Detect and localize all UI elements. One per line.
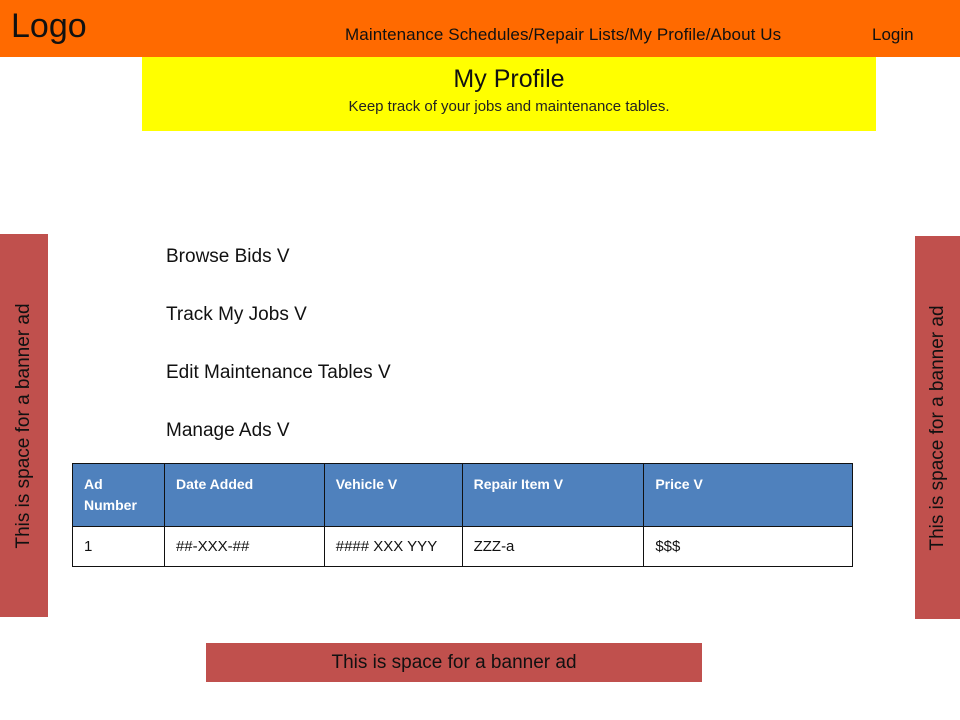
profile-banner bbox=[142, 57, 876, 131]
cell-ad-number: 1 bbox=[73, 527, 165, 567]
login-link[interactable]: Login bbox=[872, 25, 914, 44]
column-header-date-added[interactable]: Date Added bbox=[164, 464, 324, 527]
top-nav-bar bbox=[0, 0, 960, 57]
cell-repair-item: ZZZ-a bbox=[462, 527, 644, 567]
profile-menu bbox=[166, 244, 391, 476]
main-nav-links[interactable]: Maintenance Schedules/Repair Lists/My Profile/About Us bbox=[345, 25, 782, 44]
column-header-repair-item[interactable]: Repair Item V bbox=[462, 464, 644, 527]
menu-item-manage-ads[interactable]: Manage Ads V bbox=[166, 420, 290, 441]
left-banner-ad[interactable] bbox=[0, 234, 48, 617]
ads-table bbox=[72, 463, 853, 567]
menu-item-browse-bids[interactable]: Browse Bids V bbox=[166, 246, 290, 267]
column-header-ad-number: Ad Number bbox=[73, 464, 165, 527]
menu-item-track-my-jobs[interactable]: Track My Jobs V bbox=[166, 304, 307, 325]
cell-vehicle: #### XXX YYY bbox=[324, 527, 462, 567]
cell-price: $$$ bbox=[644, 527, 853, 567]
table-header-row bbox=[73, 464, 853, 527]
right-banner-ad[interactable] bbox=[915, 236, 960, 619]
logo[interactable]: Logo bbox=[11, 7, 87, 45]
table-row[interactable] bbox=[73, 527, 853, 567]
column-header-vehicle[interactable]: Vehicle V bbox=[324, 464, 462, 527]
left-banner-ad-text: This is space for a banner ad bbox=[13, 302, 34, 549]
page-subtitle: Keep track of your jobs and maintenance tables. bbox=[348, 97, 670, 115]
cell-date-added: ##-XXX-## bbox=[164, 527, 324, 567]
right-banner-ad-text: This is space for a banner ad bbox=[926, 304, 948, 551]
bottom-banner-ad[interactable]: This is space for a banner ad bbox=[206, 643, 702, 682]
column-header-price[interactable]: Price V bbox=[644, 464, 853, 527]
menu-item-edit-maintenance-tables[interactable]: Edit Maintenance Tables V bbox=[166, 362, 391, 383]
page-title: My Profile bbox=[453, 65, 565, 93]
